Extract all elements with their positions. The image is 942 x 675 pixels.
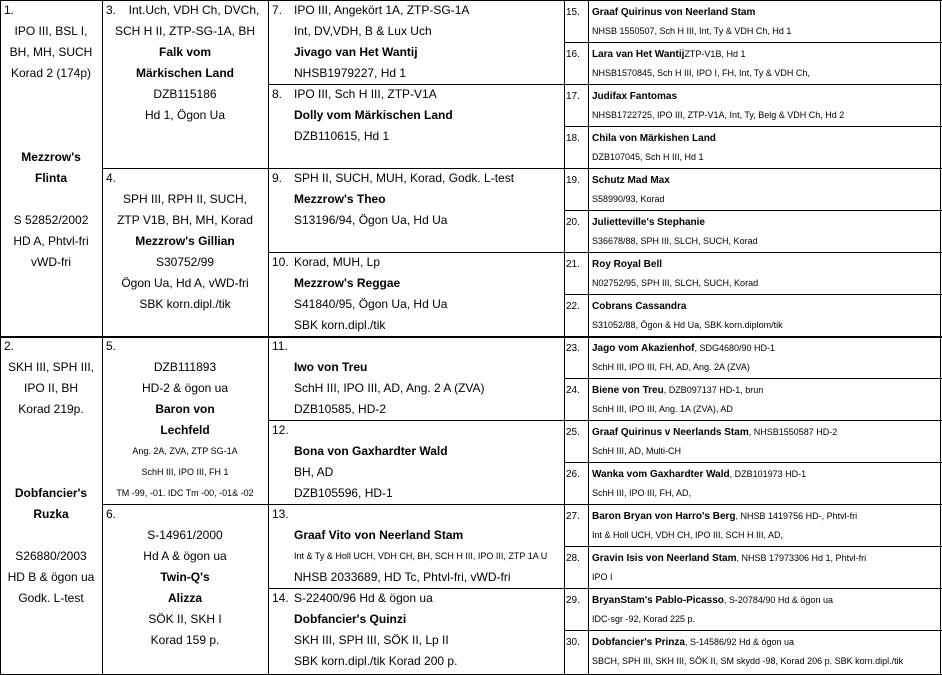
dog-info-line: TM -99, -01. IDC Tm -00, -01& -02: [116, 488, 254, 498]
dog-registration: , S-14586/92 Hd & ögon ua: [684, 637, 795, 647]
dog-name: Flinta: [35, 171, 67, 185]
dog-name: Bona von Gaxhardter Wald: [294, 444, 448, 458]
dog-name: Graaf Quirinus von Neerland Stam: [592, 7, 756, 18]
row-divider: [564, 210, 942, 211]
dog-info-line: SBCH, SPH III, SKH III, SÖK II, SM skydd -98, Korad 206 p. SBK korn.dipl./tik: [592, 656, 904, 666]
dog-name: Jago vom Akazienhof: [592, 343, 695, 354]
dog-name: Dobfancier's: [14, 486, 88, 500]
dog-info-line: DZB115186: [153, 87, 217, 101]
dog-name: Ruzka: [33, 507, 69, 521]
dog-info-line: DZB107045, Sch H III, Hd 1: [592, 152, 704, 162]
ancestor-row: [564, 210, 942, 231]
dog-number: 8.: [272, 87, 283, 101]
dog-number: 26.: [566, 469, 580, 480]
row-divider: [564, 378, 942, 379]
dog-registration: , DZB097137 HD-1, brun: [663, 385, 764, 395]
dog-info-line: [268, 336, 564, 357]
dog-name: Lara van Het Wantij: [592, 49, 685, 60]
dog-info-line: DZB10585, HD-2: [294, 402, 387, 416]
dog-info-line: IDC-sgr -92, Korad 225 p.: [592, 614, 696, 624]
dog-name: Roy Royal Bell: [592, 259, 663, 270]
row-divider: [564, 630, 942, 631]
dog-name: Graaf Vito von Neerland Stam: [294, 528, 464, 542]
dog-info-line: Hd 1, Ögon Ua: [144, 108, 226, 122]
dog-info-line: vWD-fri: [31, 255, 71, 269]
dog-name: Falk vom: [158, 45, 212, 59]
dog-number: 12.: [272, 423, 289, 437]
dog-info-text: IPO III, Sch H III, ZTP-V1A: [294, 87, 437, 101]
ancestor-row: [564, 84, 942, 105]
dog-info-line: Korad 219p.: [18, 402, 84, 416]
dog-info-line: Korad 159 p.: [150, 633, 220, 647]
dog-info-line: Int & Holl UCH, VDH CH, IPO III, SCH H III, AD,: [592, 530, 784, 540]
dog-name: Schutz Mad Max: [592, 175, 670, 186]
dog-registration: , SDG4680/90 HD-1: [694, 343, 775, 353]
dog-number: 27.: [566, 511, 580, 522]
dog-info-line: Int.Uch, VDH Ch, DVCh,: [128, 3, 260, 17]
ancestor-row: [564, 378, 942, 399]
dog-info-line: S31052/88, Ögon & Hd Ua, SBK korn.diplom/tik: [592, 320, 783, 330]
dog-number: 17.: [566, 91, 580, 102]
dog-number: 13.: [272, 507, 289, 521]
dog-info-text: Korad, MUH, Lp: [294, 255, 381, 269]
dog-info-line: S58990/93, Korad: [592, 194, 665, 204]
dog-name: Cobrans Cassandra: [592, 301, 687, 312]
dog-number: 18.: [566, 133, 580, 144]
dog-name: Twin-Q's: [160, 570, 210, 584]
ancestor-row: [564, 168, 942, 189]
ancestor-row: [564, 336, 942, 357]
ancestor-row: [564, 588, 942, 609]
dog-info-text: S-22400/96 Hd & ögon ua: [294, 591, 433, 605]
dog-name: Baron Bryan von Harro's Berg: [592, 511, 736, 522]
dog-number: 1.: [4, 3, 15, 17]
ancestor-row: [564, 630, 942, 651]
dog-info-line: S26880/2003: [15, 549, 87, 563]
dog-info-line: S 52852/2002: [13, 213, 89, 227]
dog-number: 28.: [566, 553, 580, 564]
dog-info-line: S36678/88, SPH III, SLCH, SUCH, Korad: [592, 236, 758, 246]
dog-name: Alizza: [167, 591, 202, 605]
dog-registration: , DZB101973 HD-1: [729, 469, 807, 479]
dog-name: Baron von: [155, 402, 215, 416]
row-divider: [268, 588, 942, 589]
dog-number: 2.: [4, 339, 15, 353]
ancestor-row: [564, 546, 942, 567]
dog-number: 6.: [106, 507, 117, 521]
dog-info-line: [268, 252, 564, 273]
dog-number: 4.: [106, 171, 117, 185]
dog-info-line: SchH III, IPO III, FH, AD,: [592, 488, 692, 498]
dog-name: Mezzrow's Reggae: [294, 276, 401, 290]
dog-info-line: Ögon Ua, Hd A, vWD-fri: [121, 276, 249, 290]
block-number: [0, 0, 102, 21]
dog-name: Julietteville's Stephanie: [592, 217, 705, 228]
dog-info-line: SBK korn.dipl./tik: [294, 318, 386, 332]
dog-registration: , NHSB 1419756 HD-, Phtvl-fri: [735, 511, 858, 521]
dog-info-line: SBK korn.dipl./tik Korad 200 p.: [294, 654, 458, 668]
dog-name: Iwo von Treu: [294, 360, 368, 374]
dog-info-line: NHSB1722725, IPO III, ZTP-V1A, Int, Ty, Belg & VDH Ch, Hd 2: [592, 110, 845, 120]
dog-number: 19.: [566, 175, 580, 186]
dog-name: Mezzrow's Gillian: [135, 234, 235, 248]
dog-info-line: [268, 231, 564, 252]
block-number: [102, 336, 268, 357]
dog-number: 10.: [272, 255, 289, 269]
dog-info-line: BH, AD: [294, 465, 334, 479]
dog-info-line: NHSB 1550507, Sch H III, Int, Ty & VDH Ch, Hd 1: [592, 26, 792, 36]
dog-name: Märkischen Land: [135, 66, 235, 80]
dog-info-line: IPO II, BH: [23, 381, 78, 395]
row-divider: [564, 126, 942, 127]
dog-info-line: Hd A & ögon ua: [143, 549, 227, 563]
dog-name: Lechfeld: [160, 423, 210, 437]
dog-number: 11.: [272, 339, 288, 353]
dog-name: Chila von Märkishen Land: [592, 133, 716, 144]
dog-registration: ZTP-V1B, Hd 1: [684, 49, 746, 59]
dog-info-line: SchH III, IPO III, FH 1: [141, 467, 229, 477]
dog-info-line: DZB105596, HD-1: [294, 486, 393, 500]
dog-name: Judifax Fantomas: [592, 91, 678, 102]
ancestor-row: [564, 294, 942, 315]
dog-info-line: DZB111893: [153, 360, 217, 374]
row-divider: [102, 168, 942, 169]
block-number: [102, 168, 268, 189]
dog-name: Wanka vom Gaxhardter Wald: [592, 469, 730, 480]
dog-number: 25.: [566, 427, 580, 438]
dog-info-line: IPO I: [592, 572, 613, 582]
dog-info-line: ZTP V1B, BH, MH, Korad: [117, 213, 253, 227]
row-divider: [268, 84, 942, 85]
row-divider: [102, 504, 942, 505]
row-divider: [564, 546, 942, 547]
dog-info-line: S13196/94, Ögon Ua, Hd Ua: [294, 213, 448, 227]
dog-number: 9.: [272, 171, 283, 185]
dog-info-line: [268, 504, 564, 525]
dog-info-line: SÖK II, SKH I: [148, 612, 222, 626]
dog-info-line: SCH H II, ZTP-SG-1A, BH: [114, 24, 255, 38]
dog-info-line: NHSB 2033689, HD Tc, Phtvl-fri, vWD-fri: [294, 570, 511, 584]
dog-info-line: [268, 420, 564, 441]
dog-registration: , NHSB 17973306 Hd 1, Phtvl-fri: [736, 553, 867, 563]
ancestor-row: [564, 504, 942, 525]
dog-info-line: NHSB1979227, Hd 1: [294, 66, 407, 80]
ancestor-row: [564, 126, 942, 147]
dog-name: Mezzrow's Theo: [294, 192, 386, 206]
row-divider: [0, 336, 942, 338]
dog-name: Mezzrow's: [21, 150, 81, 164]
dog-number: 5.: [106, 339, 117, 353]
row-divider: [564, 462, 942, 463]
block-number: [102, 504, 268, 525]
ancestor-row: [564, 420, 942, 441]
dog-info-line: N02752/95, SPH III, SLCH, SUCH, Korad: [592, 278, 759, 288]
dog-info-line: HD A, Phtvl-fri: [13, 234, 89, 248]
dog-number: 3.: [106, 3, 117, 17]
dog-info-text: IPO III, Angekört 1A, ZTP-SG-1A: [294, 3, 470, 17]
row-divider: [268, 252, 942, 253]
dog-info-line: [268, 168, 564, 189]
dog-info-line: IPO III, BSL I,: [14, 24, 88, 38]
block-number: [0, 336, 102, 357]
dog-number: 7.: [272, 3, 283, 17]
dog-number: 29.: [566, 595, 580, 606]
dog-number: 16.: [566, 49, 580, 60]
dog-info-line: DZB110615, Hd 1: [294, 129, 390, 143]
dog-name: Dobfancier's Prinza: [592, 637, 685, 648]
dog-info-line: HD-2 & ögon ua: [141, 381, 229, 395]
dog-info-line: SchH III, IPO III, Ang. 1A (ZVA), AD: [592, 404, 733, 414]
dog-info-line: [268, 588, 564, 609]
ancestor-row: [564, 252, 942, 273]
dog-info-line: [268, 84, 564, 105]
dog-name: Jivago van Het Wantij: [294, 45, 418, 59]
ancestor-row: [564, 462, 942, 483]
row-divider: [0, 0, 942, 1]
dog-info-text: SPH II, SUCH, MUH, Korad, Godk. L-test: [294, 171, 515, 185]
dog-info-line: S41840/95, Ögon Ua, Hd Ua: [294, 297, 448, 311]
dog-info-line: Godk. L-test: [18, 591, 84, 605]
dog-name: BryanStam's Pablo-Picasso: [592, 595, 724, 606]
dog-info-line: SchH III, IPO III, FH, AD, Ang. 2A (ZVA): [592, 362, 750, 372]
ancestor-row: [564, 0, 942, 21]
dog-info-line: Int, DV,VDH, B & Lux Uch: [294, 24, 432, 38]
dog-info-line: Ang. 2A, ZVA, ZTP SG-1A: [132, 446, 238, 456]
row-divider: [268, 420, 942, 421]
dog-info-line: SKH III, SPH III, SÖK II, Lp II: [294, 633, 449, 647]
row-divider: [564, 42, 942, 43]
dog-number: 24.: [566, 385, 580, 396]
dog-info-line: S-14961/2000: [147, 528, 223, 542]
dog-name: Graaf Quirinus v Neerlands Stam: [592, 427, 749, 438]
ancestor-row: [564, 42, 942, 63]
dog-info-line: SPH III, RPH II, SUCH,: [122, 192, 248, 206]
dog-info-line: Int & Ty & Holl UCH, VDH CH, BH, SCH H III, IPO III, ZTP 1A U: [294, 551, 548, 561]
dog-info-line: SBK korn.dipl./tik: [139, 297, 231, 311]
dog-number: 15.: [566, 7, 580, 18]
dog-name: Dobfancier's Quinzi: [294, 612, 407, 626]
dog-name: Gravin Isis von Neerland Stam: [592, 553, 737, 564]
dog-info-line: S30752/99: [155, 255, 215, 269]
dog-number: 21.: [566, 259, 580, 270]
dog-info-line: HD B & ögon ua: [7, 570, 95, 584]
dog-number: 23.: [566, 343, 580, 354]
dog-registration: , NHSB1550587 HD-2: [748, 427, 838, 437]
dog-registration: , S-20784/90 Hd & ögon ua: [723, 595, 833, 605]
dog-number: 14.: [272, 591, 289, 605]
dog-name: Biene von Treu: [592, 385, 664, 396]
dog-info-line: [268, 147, 564, 168]
dog-info-line: NHSB1570845, Sch H III, IPO I, FH, Int, Ty & VDH Ch,: [592, 68, 810, 78]
dog-name: Dolly vom Märkischen Land: [294, 108, 453, 122]
dog-info-line: SKH III, SPH III,: [7, 360, 95, 374]
dog-info-line: SchH III, IPO III, AD, Ang. 2 A (ZVA): [294, 381, 485, 395]
dog-number: 30.: [566, 637, 580, 648]
dog-info-line: SchH III, AD, Multi-CH: [592, 446, 682, 456]
row-divider: [564, 294, 942, 295]
dog-info-line: BH, MH, SUCH: [9, 45, 93, 59]
dog-info-line: Korad 2 (174p): [10, 66, 92, 80]
dog-number: 22.: [566, 301, 580, 312]
dog-number: 20.: [566, 217, 580, 228]
dog-info-line: [268, 0, 564, 21]
